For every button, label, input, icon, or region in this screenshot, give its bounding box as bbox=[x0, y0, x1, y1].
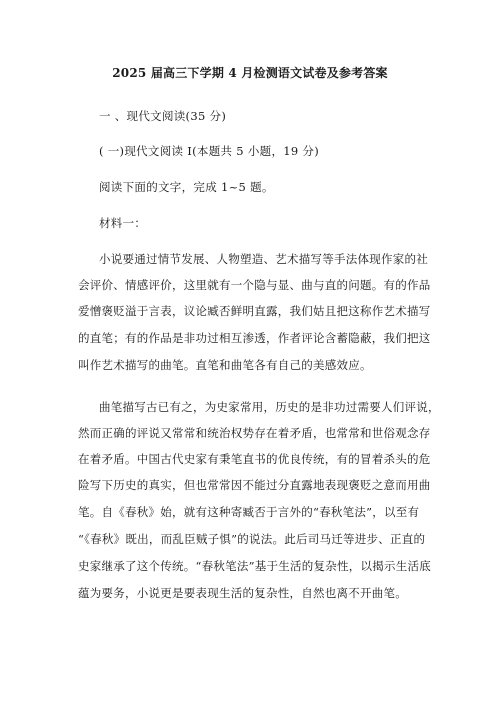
paragraph-line: 小说要通过情节发展、人物塑造、艺术描写等手法体现作家的社 bbox=[99, 252, 428, 266]
material-label: 材料一： bbox=[99, 216, 147, 230]
instruction-text: 阅读下面的文字，完成 1~5 题。 bbox=[99, 180, 274, 194]
paragraph-line: 在着矛盾。中国古代史家有秉笔直书的优良传统，有的冒着杀头的危 bbox=[78, 452, 431, 466]
paragraph-line: 笔。自《春秋》始，就有这种寄臧否于言外的“春秋笔法”，以至有 bbox=[78, 505, 420, 519]
paragraph-line: 叫作艺术描写的曲笔。直笔和曲笔各有自己的美感效应。 bbox=[78, 358, 372, 372]
paragraph-line: 的直笔；有的作品是非功过相互渗透，作者评论含蓄隐蔽，我们把这 bbox=[78, 331, 431, 345]
paragraph-line: 然而正确的评说又常常和统治权势存在着矛盾，也常常和世俗观念存 bbox=[78, 426, 431, 440]
document-title: 2025 届高三下学期 4 月检测语文试卷及参考答案 bbox=[112, 66, 388, 80]
paragraph-line: 蕴为要务，小说更是要表现生活的复杂性，自然也离不开曲笔。 bbox=[78, 586, 407, 600]
paragraph-line: “《春秋》既出，而乱臣贼子惧”的说法。此后司马迁等进步、正直的 bbox=[78, 532, 426, 546]
paragraph-line: 爱憎褒贬溢于言表，议论臧否鲜明直露，我们姑且把这称作艺术描写 bbox=[78, 304, 431, 318]
section-heading: 一 、现代文阅读(35 分) bbox=[99, 109, 227, 123]
paragraph-line: 会评价、情感评价，这里就有一个隐与显、曲与直的问题。有的作品 bbox=[78, 278, 431, 292]
paragraph-line: 曲笔描写古已有之，为史家常用，历史的是非功过需要人们评说， bbox=[99, 400, 440, 414]
paragraph-line: 史家继承了这个传统。“春秋笔法”基于生活的复杂性，以揭示生活底 bbox=[78, 559, 432, 573]
subsection-heading: ( 一)现代文阅读 Ⅰ(本题共 5 小题，19 分) bbox=[99, 144, 320, 158]
paragraph-line: 险写下历史的真实，但也常常因不能过分直露地表现褒贬之意而用曲 bbox=[78, 478, 431, 492]
